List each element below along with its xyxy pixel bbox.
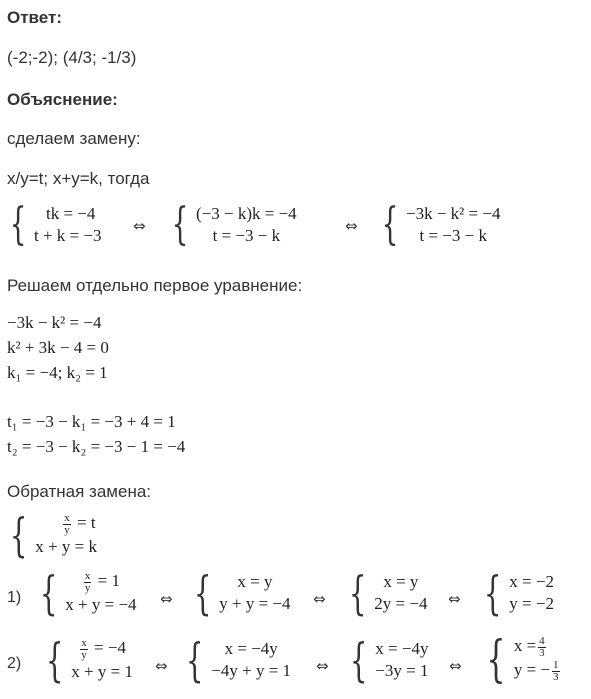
system-expanded (376, 199, 501, 250)
case-label: 1) (7, 589, 22, 606)
case1-system2 (188, 566, 291, 620)
system-tk (4, 199, 102, 250)
system-row: tk = −4 (46, 204, 96, 223)
fraction: $\frac{4}{3}$ (539, 635, 545, 659)
brace-icon: { (349, 633, 368, 687)
system-row: x = −4y (375, 639, 429, 658)
system-substituted (166, 199, 297, 250)
brace-icon: { (185, 633, 204, 687)
system-row: −3y = 1 (375, 661, 429, 680)
equivalence-icon: ⇔ (316, 657, 329, 675)
t-line: t₁ = −3 − k₁ = −3 + 4 = 1 (7, 412, 176, 431)
system-row: (−3 − k)k = −4 (196, 204, 297, 223)
brace-icon: { (486, 630, 506, 688)
brace-icon: { (193, 566, 212, 620)
system-reverse (4, 508, 97, 562)
fraction: $\frac{x}{y}$ (64, 511, 70, 536)
explanation-heading: Объяснение: (7, 90, 118, 109)
brace-icon: { (45, 633, 64, 687)
case1-system3 (343, 566, 428, 620)
system-row: $\frac{x}{y}$ = t (64, 511, 96, 536)
brace-icon: { (381, 199, 399, 250)
equivalence-icon: ⇔ (160, 590, 173, 608)
fraction: $\frac{x}{y}$ (84, 569, 91, 594)
equivalence-icon: ⇔ (313, 590, 326, 608)
brace-icon: { (171, 199, 189, 250)
system-row: $\frac{x}{y}$ = 1 (84, 569, 120, 594)
equivalence-icon: ⇔ (155, 657, 168, 675)
equivalence-icon: ⇔ (133, 217, 146, 235)
case2-system4 (480, 630, 562, 688)
intro-text: сделаем замену: (7, 129, 141, 148)
brace-icon: { (9, 199, 27, 250)
system-row: −4y + y = 1 (211, 661, 292, 680)
substitution-text: x/y=t; x+y=k, тогда (7, 169, 150, 188)
system-row: x + y = 1 (71, 661, 133, 681)
fraction: $\frac{x}{y}$ (81, 636, 87, 661)
answer-heading: Ответ: (7, 8, 62, 27)
system-row: y = −2 (509, 594, 554, 613)
answer-text: (-2;-2); (4/3; -1/3) (7, 48, 137, 67)
equivalence-icon: ⇔ (448, 590, 461, 608)
system-row: t = −3 − k (212, 226, 281, 245)
equation-line: k₁ = −4; k₂ = 1 (7, 363, 108, 382)
system-row: −3k − k² = −4 (406, 204, 501, 223)
system-row: y + y = −4 (219, 594, 291, 613)
brace-icon: { (348, 566, 367, 620)
system-row: x = −4y (224, 639, 278, 658)
case2-system3 (344, 633, 429, 687)
t-line: t₂ = −3 − k₂ = −3 − 1 = −4 (7, 437, 186, 456)
system-row: x + y = k (35, 536, 97, 556)
case-label: 2) (7, 655, 22, 672)
system-row: 2y = −4 (374, 594, 428, 613)
equation-line: −3k − k² = −4 (7, 313, 102, 332)
system-row: t = −3 − k (419, 226, 487, 245)
case2-system1 (40, 633, 133, 687)
system-row: x = −2 (509, 572, 554, 591)
system-row: x = $\frac{4}{3}$ (513, 635, 545, 659)
equivalence-icon: ⇔ (449, 657, 462, 675)
equation-line: k² + 3k − 4 = 0 (7, 338, 109, 357)
brace-icon: { (39, 566, 58, 620)
fraction: $\frac{1}{3}$ (553, 658, 559, 683)
system-row: x = y (237, 572, 273, 591)
brace-icon: { (9, 508, 28, 562)
case1-system1 (34, 566, 137, 620)
solve-text: Решаем отдельно первое уравнение: (7, 276, 303, 295)
case1-system4 (478, 566, 554, 620)
system-row: y = − $\frac{1}{3}$ (513, 658, 559, 683)
system-row: t + k = −3 (34, 226, 102, 245)
equivalence-icon: ⇔ (345, 217, 358, 235)
brace-icon: { (483, 566, 502, 620)
system-row: $\frac{x}{y}$ = −4 (81, 636, 126, 661)
case2-system2 (180, 633, 292, 687)
system-row: x + y = −4 (65, 594, 137, 614)
system-row: x = y (383, 572, 419, 591)
reverse-text: Обратная замена: (7, 482, 152, 501)
